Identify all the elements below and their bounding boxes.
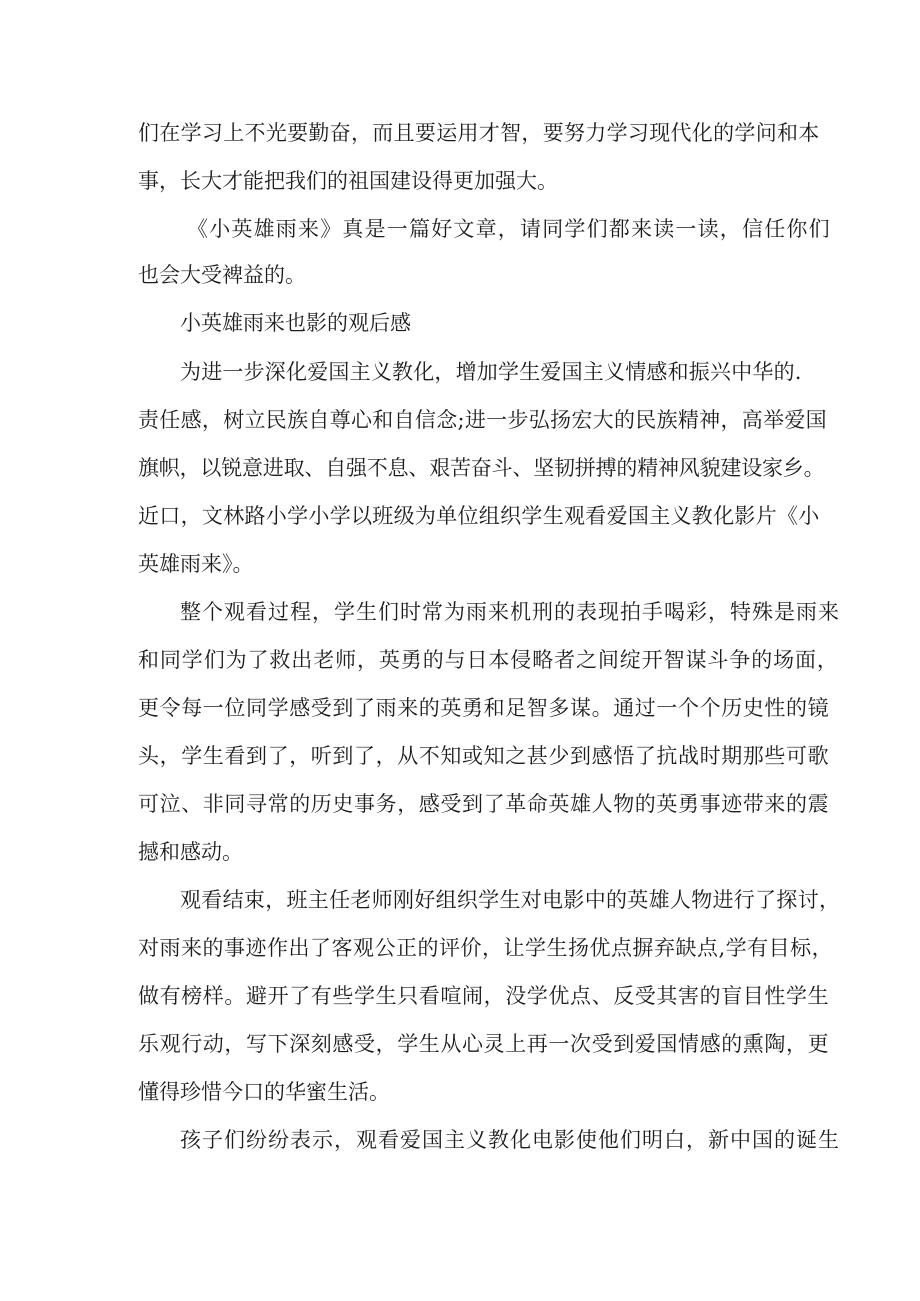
text-line: 撼和感动。 [138, 840, 243, 864]
text-line: 事，长大才能把我们的祖国建设得更加强大。 [138, 169, 558, 193]
text-line: 近口，文林路小学小学以班级为单位组织学生观看爱国主义教化影片《小 [138, 504, 820, 528]
text-line: 整个观看过程，学生们时常为雨来机刑的表现拍手喝彩，特殊是雨来 [180, 600, 840, 624]
text-line: 对雨来的事迹作出了客观公正的评价，让学生扬优点摒弃缺点,学有目标， [138, 936, 834, 960]
text-line: 头，学生看到了，听到了，从不知或知之甚少到感悟了抗战时期那些可歌 [138, 744, 830, 768]
text-line: 懂得珍惜今口的华蜜生活。 [138, 1080, 390, 1104]
text-line: 孩子们纷纷表示，观看爱国主义教化电影使他们明白，新中国的诞生 [180, 1128, 840, 1152]
text-line: 乐观行动，写下深刻感受，学生从心灵上再一次受到爱国情感的熏陶，更 [138, 1032, 830, 1056]
text-line: 英雄雨来》。 [138, 552, 254, 576]
section-heading: 小英雄雨来也影的观后感 [180, 311, 411, 335]
text-line: 观看结束，班主任老师刚好组织学生对电影中的英雄人物进行了探讨， [180, 888, 841, 912]
text-line: 为进一步深化爱国主义教化，增加学生爱国主义情感和振兴中华的. [180, 360, 802, 384]
text-line: 做有榜样。避开了有些学生只看喧闹，没学优点、反受其害的盲目性学生 [138, 984, 830, 1008]
text-line: 也会大受裨益的。 [138, 263, 306, 287]
text-line: 责任感，树立民族自尊心和自信念;进一步弘扬宏大的民族精神，高举爱国 [138, 408, 827, 432]
text-line: 和同学们为了救出老师，英勇的与日本侵略者之间绽开智谋斗争的场面， [138, 648, 839, 672]
text-line: 《小英雄雨来》真是一篇好文章，请同学们都来读一读，信任你们 [187, 217, 831, 241]
text-line: 旗帜，以锐意进取、自强不息、艰苦奋斗、坚韧拼搏的精神风貌建设家乡。 [138, 456, 825, 480]
text-line: 可泣、非同寻常的历史事务，感受到了革命英雄人物的英勇事迹带来的震 [138, 792, 830, 816]
text-line: 们在学习上不光要勤奋，而且要运用才智，要努力学习现代化的学问和本 [138, 121, 820, 145]
text-line: 更令每一位同学感受到了雨来的英勇和足智多谋。通过一个个历史性的镜 [138, 696, 830, 720]
